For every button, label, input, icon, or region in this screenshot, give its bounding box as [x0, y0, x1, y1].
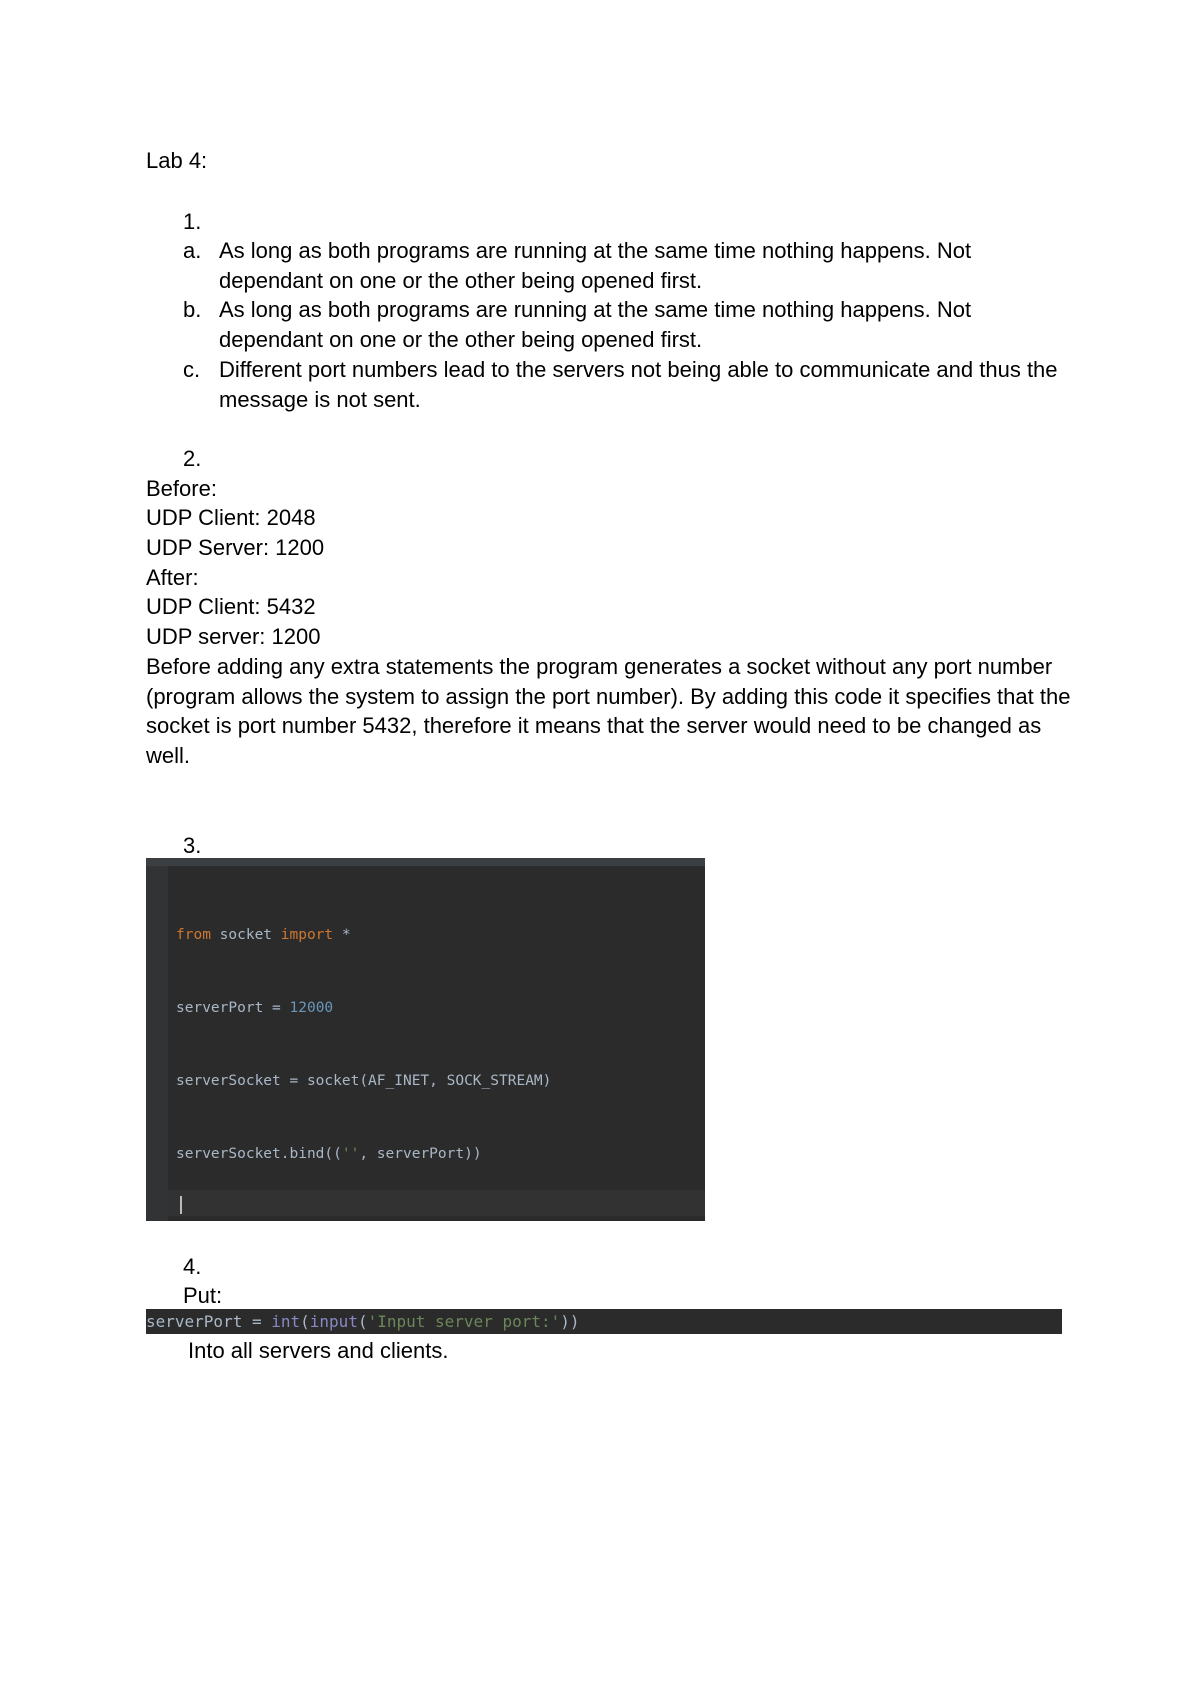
q1-item-b-text: As long as both programs are running at the same time nothing happens. Not dependant on one or the other being opened first. [219, 297, 972, 352]
code-line-3: serverSocket = socket(AF_INET, SOCK_STREAM) [176, 1073, 552, 1090]
q1-item-a-text: As long as both programs are running at the same time nothing happens. Not dependant on one or the other being opened first. [219, 238, 972, 293]
q1-item-c-text: Different port numbers lead to the servers not being able to communicate and thus the message is not sent. [219, 357, 1058, 412]
q2-number: 2. [183, 446, 202, 471]
q2-before-client: UDP Client: 2048 [146, 505, 316, 530]
code-line-2: serverPort = 12000 [176, 1000, 334, 1017]
q2-after-label: After: [146, 565, 199, 590]
q1-item-c-marker: c. [183, 357, 201, 382]
q2-after-client: UDP Client: 5432 [146, 594, 316, 619]
q1-item-a-marker: a. [183, 238, 202, 263]
q4-number: 4. [183, 1254, 202, 1279]
code-snippet-bar: serverPort = int(input('Input server port:')) [146, 1309, 1062, 1334]
q2-before-server: UDP Server: 1200 [146, 535, 325, 560]
editor-gutter [146, 866, 168, 1221]
lab-heading: Lab 4: [146, 148, 208, 173]
q4-after-text: Into all servers and clients. [188, 1338, 449, 1363]
q4-put-label: Put: [183, 1283, 223, 1308]
code-line-1: from socket import * [176, 926, 351, 943]
q3-number: 3. [183, 833, 202, 858]
code-line-5 [176, 1216, 658, 1221]
code-screenshot [146, 858, 705, 1221]
q1-item-b-marker: b. [183, 297, 202, 322]
code-lines [176, 874, 658, 1221]
q2-before-label: Before: [146, 476, 217, 501]
q2-after-server: UDP server: 1200 [146, 624, 321, 649]
code-line-4: serverSocket.bind(('', serverPort)) [176, 1146, 482, 1163]
q1-number: 1. [183, 209, 202, 234]
editor-tab-bar [146, 858, 705, 866]
q2-explanation: Before adding any extra statements the program generates a socket without any port number (program allows the system to assign the port number). By adding this code it specifies that the socket is port number 5432, therefore it means that the server would need to be changed as well. [146, 654, 1071, 768]
